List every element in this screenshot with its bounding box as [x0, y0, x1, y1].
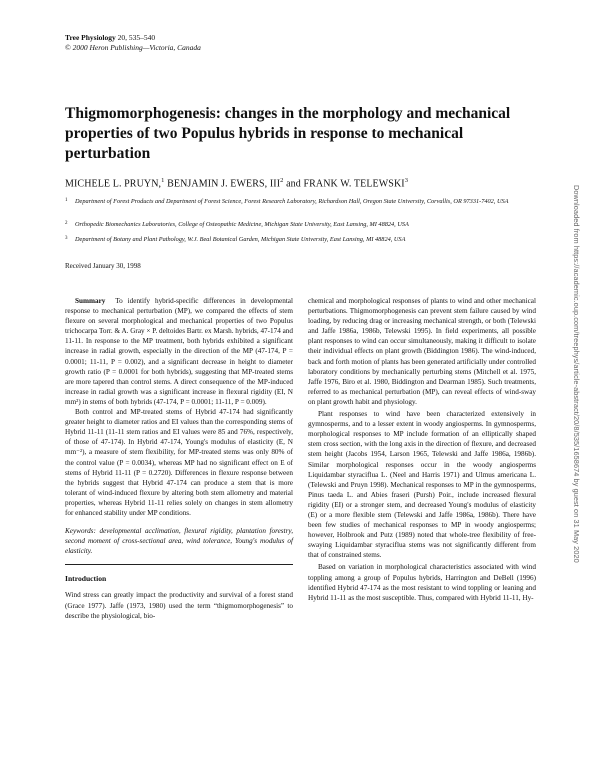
download-watermark [572, 185, 582, 675]
affiliation-1-text: Department of Forest Products and Department of Forest Science, Forest Research Laboratory, Richardson Hall, Oregon State University, Corvallis, OR 97331-7402, USA [75, 198, 509, 205]
left-column [65, 296, 293, 621]
author-line [65, 177, 408, 189]
received-date: Received January 30, 1998 [65, 262, 141, 270]
affiliation-2-text: Orthopedic Biomechanics Laboratories, College of Osteopathic Medicine, Michigan State University, East Lansing, MI 48824, USA [75, 221, 409, 228]
affiliation-2-number: 2 [65, 221, 68, 226]
affiliation-1-number: 1 [65, 198, 68, 203]
affiliation-3 [65, 235, 530, 244]
body-paragraph-2: Plant responses to wind have been characterized extensively in gymnosperms, and to a lesser extent in woody angiosperms. In gymnosperms, morphological responses to MP include formation of an elliptically shaped stem cross section, with the long axis in the direction of flexure, and decreased stem height (Jacobs 1954, Larson 1965, Telewski and Jaffe 1986a, 1986b). Similar morphological responses occur in the woody angiosperms Liquidambar styraciflua L. (Neel and Harris 1971) and Ulmus americana L. (Telewski and Pruyn 1998). Mechanical responses to MP in the gymnosperms, Pinus taeda L. and Abies fraseri (Pursh) Poir., include increased flexural rigidity (EI) or a stronger stem, and decreased Young's modulus of elasticity (E) or a more flexible stem (Telewski and Jaffe 1986a, 1986b). There have been few studies of mechanical responses to MP in woody angiosperms; however, Holbrook and Putz (1989) noted that whole-tree flexibility of free-swaying Liquidambar styraciflua stems was not significantly different from that of constrained stems. [308, 410, 536, 560]
body-paragraph-3: Based on variation in morphological characteristics associated with wind toppling among a group of Populus hybrids, Harrington and DeBell (1996) identified Hybrid 47-174 as the most resistant to wind toppling or leaning and Hybrid 11-11 as the most susceptible. Thus, compared with Hybrid 11-11, Hy- [308, 563, 536, 602]
summary-paragraph-2: Both control and MP-treated stems of Hybrid 47-174 had significantly greater height to diameter ratios and EI values than the corresponding stems of Hybrid 11-11 (11-11 stem ratios and EI values were 85 and 76%, respectively, of those of 47-174). In Hybrid 47-174, Young's modulus of elasticity (E, N mm⁻²), a measure of stem flexibility, for MP-treated stems was only 80% of the control value (P = 0.0034), whereas MP had no significant effect on E of stems of Hybrid 11-11 (P = 0.2720). Differences in flexure response between the hybrids suggest that Hybrid 47-174 can produce a stem that is more tolerant of wind-induced flexure by altering both stem allometry and material properties, whereas Hybrid 11-11 relies solely on changes in stem allometry for enhanced stability under MP conditions. [65, 408, 293, 517]
author-2-affil-mark: 2 [280, 177, 284, 184]
author-2: BENJAMIN J. EWERS, III [167, 178, 281, 190]
section-divider [65, 564, 293, 565]
journal-citation: 20, 535–540 [117, 33, 156, 42]
right-column [308, 296, 536, 603]
download-watermark-text: Downloaded from https://academic.oup.com/treephys/article-abstract/20/8/535/1658674 by guest on 31 May 2020 [572, 185, 581, 563]
summary-text-1: To identify hybrid-specific differences in developmental response to mechanical perturbation (MP), we compared the effects of stem flexure on several morphological and mechanical properties of two Populus trichocarpa Torr. & A. Gray × P. deltoides Bartr. ex Marsh. hybrids, 47-174 and 11-11. In response to the MP treatment, both hybrids exhibited a significant increase in radial growth, especially in the direction of the MP (47-174, P = 0.0001; 11-11, P = 0.002), and a significant decrease in height to diameter growth ratio (P = 0.0001 for both hybrids), suggesting that MP-treated stems are more tapered than control stems. A direct consequence of the MP-induced increase in radial growth was a significant increase in flexural rigidity (EI, N mm²) in stems of both hybrids (47-174, P = 0.0001; 11-11, P = 0.009). [65, 297, 293, 406]
keywords: Keywords: developmental acclimation, flexural rigidity, plantation forestry, second moment of cross-sectional area, wind tolerance, Young's modulus of elasticity. [65, 527, 293, 556]
article-title: Thigmomorphogenesis: changes in the morphology and mechanical properties of two Populus hybrids in response to mechanical perturbation [65, 105, 511, 162]
author-3-affil-mark: 3 [404, 177, 409, 184]
introduction-paragraph-1: Wind stress can greatly impact the productivity and survival of a forest stand (Grace 1977). Jaffe (1973, 1980) used the term “thigmomorphogenesis” to describe the physiological, bio- [65, 591, 293, 620]
affiliation-2 [65, 220, 530, 229]
author-1-affil-mark: 1 [161, 177, 165, 184]
journal-header [65, 33, 201, 53]
affiliation-3-text: Department of Botany and Plant Pathology, W.J. Beal Botanical Garden, Michigan State University, East Lansing, MI 48824, USA [75, 236, 406, 243]
body-paragraph-1: chemical and morphological responses of plants to wind and other mechanical perturbations. Thigmomorphogenesis can prevent stem failure caused by wind loading, by reducing drag or increasing mechanical strength, or both (Telewski and Jaffe 1986a, 1986b, Telewski 1995). In field experiments, all possible plant responses to wind can occur simultaneously, making it difficult to isolate their individual effects on plant growth (Biddington 1986). The wind-induced, back and forth motion of plants has been generated artificially under controlled laboratory conditions by mechanically perturbing stems (Mitchell et al. 1975, Jaffe 1976, Biro et al. 1980, Biddington and Dearman 1985). Such treatments, referred to as mechanical perturbation (MP), can reveal effects of wind-sway on plant growth habit and physiology. [308, 297, 536, 406]
affiliation-1 [65, 197, 530, 206]
journal-name: Tree Physiology [65, 33, 116, 42]
introduction-heading: Introduction [65, 574, 107, 584]
author-1: MICHELE L. PRUYN, [65, 178, 162, 190]
copyright-line: © 2000 Heron Publishing—Victoria, Canada [65, 43, 201, 52]
affiliation-3-number: 3 [65, 236, 68, 241]
author-3: and FRANK W. TELEWSKI [286, 178, 405, 190]
summary-heading: Summary [75, 297, 106, 305]
summary-paragraph-1 [65, 296, 293, 407]
